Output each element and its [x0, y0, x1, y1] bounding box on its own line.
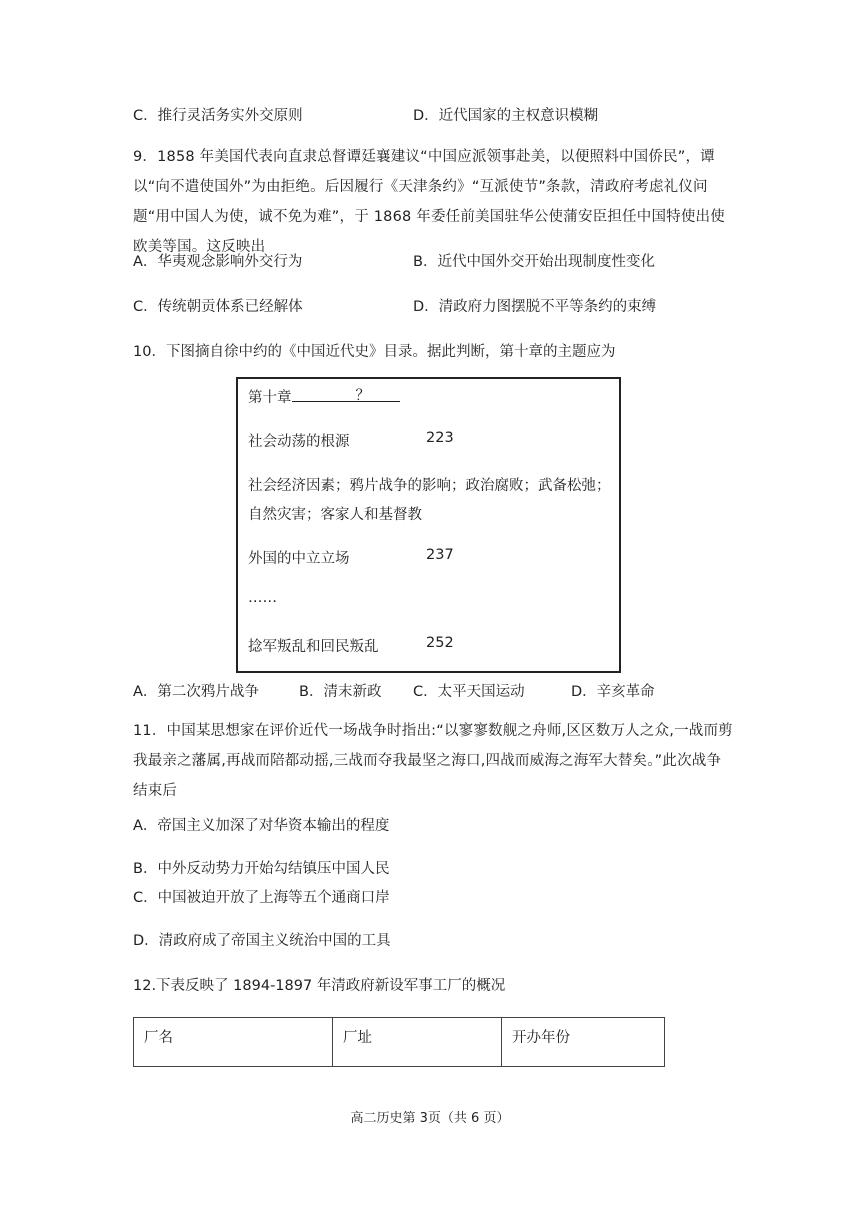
q9-stem: 9．1858 年美国代表向直隶总督谭廷襄建议“中国应派领事赴美，以便照料中国侨民”，谭以“向不遣使国外”为由拒绝。后因履行《天津条约》“互派使节”条款，清政府考虑礼仪问题“用中国人为使，诚不免为难”，于 1868 年委任前美国驻华公使蒲安臣担任中国特使出使欧美等国。这反映出: [133, 149, 725, 255]
toc-item-rebellions: 捻军叛乱和回民叛乱: [248, 639, 379, 655]
page-footer: 高二历史第 3页（共 6 页）: [350, 1111, 510, 1126]
q11-option-d: D．清政府成了帝国主义统治中国的工具: [133, 933, 391, 949]
table-of-contents-box: [236, 377, 621, 673]
header-factory-site: 厂址: [333, 1018, 502, 1067]
header-founding-year: 开办年份: [502, 1018, 665, 1067]
q10-option-d: D．辛亥革命: [571, 684, 655, 700]
toc-chapter-label: 第十章: [248, 390, 292, 406]
q12-stem: 12.下表反映了 1894-1897 年清政府新设军事工厂的概况: [133, 978, 506, 994]
q9-option-c: C．传统朝贡体系已经解体: [133, 299, 303, 315]
toc-ellipsis: ……: [248, 590, 277, 606]
header-factory-name: 厂名: [134, 1018, 333, 1067]
q10-option-b: B．清末新政: [299, 684, 382, 700]
q8-option-d: D．近代国家的主权意识模糊: [413, 108, 599, 124]
q11-option-c: C．中国被迫开放了上海等五个通商口岸: [133, 890, 390, 906]
factory-table: [133, 1017, 665, 1067]
toc-blank: [292, 387, 400, 402]
toc-page-252: 252: [426, 635, 454, 651]
toc-subitems-line1: 社会经济因素；鸦片战争的影响；政治腐败；武备松弛；: [248, 478, 611, 494]
q11-stem: 11．中国某思想家在评价近代一场战争时指出:“以寥寥数舰之舟师,区区数万人之众,一战而剪我最亲之藩属,再战而陪都动摇,三战而夺我最坚之海口,四战而威海之海军大替矣。”此次战争结束后: [133, 723, 733, 799]
toc-page-237: 237: [426, 547, 454, 563]
q10-stem: 10．下图摘自徐中约的《中国近代史》目录。据此判断，第十章的主题应为: [133, 344, 616, 360]
toc-blank-mark: ？: [355, 388, 370, 404]
q9-option-d: D．清政府力图摆脱不平等条约的束缚: [413, 299, 657, 315]
q8-option-c: C．推行灵活务实外交原则: [133, 108, 303, 124]
q10-option-c: C．太平天国运动: [413, 684, 525, 700]
q11-option-b: B．中外反动势力开始勾结镇压中国人民: [133, 861, 390, 877]
q9-option-a: A．华夷观念影响外交行为: [133, 254, 303, 270]
toc-item-neutrality: 外国的中立立场: [248, 551, 350, 567]
toc-page-223: 223: [426, 430, 454, 446]
table-header-row: [134, 1018, 665, 1067]
q11-option-a: A．帝国主义加深了对华资本输出的程度: [133, 818, 390, 834]
q10-option-a: A．第二次鸦片战争: [133, 684, 259, 700]
toc-subitems-line2: 自然灾害；客家人和基督教: [248, 507, 422, 523]
toc-chapter-heading: [248, 386, 400, 407]
q9-option-b: B．近代中国外交开始出现制度性变化: [413, 254, 655, 270]
toc-item-origins: 社会动荡的根源: [248, 434, 350, 450]
